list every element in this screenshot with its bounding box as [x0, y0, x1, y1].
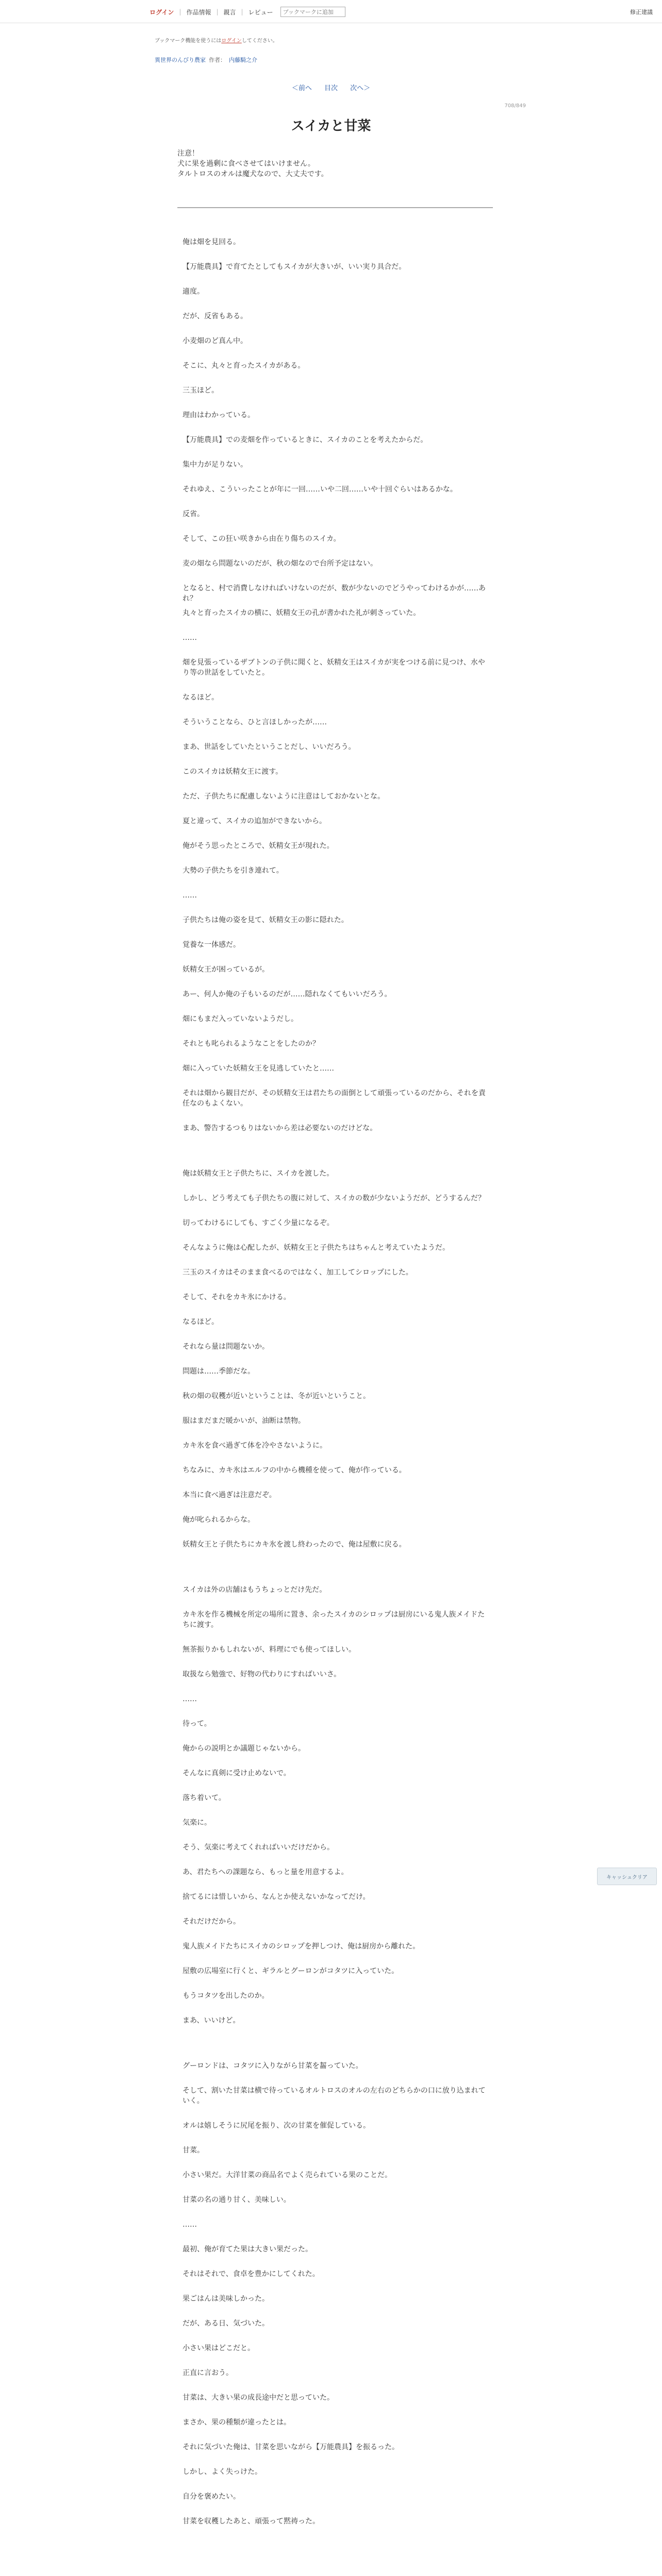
- body-paragraph: それに気づいた俺は、甘菜を思いながら【万能農具】を振るった。: [183, 2443, 399, 2451]
- toc-link[interactable]: 目次: [324, 84, 338, 92]
- body-paragraph: あー、何人か俺の子もいるのだが……隠れなくてもいいだろう。: [183, 990, 392, 998]
- body-paragraph: それはそれで、食卓を豊かにしてくれた。: [183, 2270, 320, 2278]
- body-paragraph: 畑に入っていた妖精女王を見逃していたと……: [183, 1064, 334, 1073]
- body-paragraph: 自分を褒めたい。: [183, 2493, 240, 2501]
- body-paragraph: 反省。: [183, 510, 204, 518]
- chapter-number: 708/849: [504, 103, 526, 109]
- body-paragraph: それなら量は問題ないか。: [183, 1343, 269, 1351]
- body-paragraph: なるほど。: [183, 1318, 219, 1326]
- body-paragraph: そう、気楽に考えてくれればいいだけだから。: [183, 1843, 334, 1852]
- notice-text-after: してください。: [241, 38, 278, 44]
- body-paragraph: カキ氷を食べ過ぎて体を冷やさないように。: [183, 1442, 327, 1450]
- body-paragraph: グーロンドは、コタツに入りながら甘菜を齧っていた。: [183, 2062, 363, 2070]
- body-paragraph: 妖精女王が困っているが。: [183, 965, 269, 974]
- body-paragraph: 果ごはんは美味しかった。: [183, 2295, 269, 2303]
- body-paragraph: 【万能農具】での麦畑を作っているときに、スイカのことを考えたからだ。: [183, 436, 428, 444]
- site-header: [0, 0, 662, 23]
- nav-item-comment[interactable]: 親言: [223, 8, 236, 16]
- body-paragraph: それは畑から観目だが、その妖精女王は君たちの面倒として頑張っているのだから、それを責任なのもよくない。: [183, 1089, 486, 1108]
- body-paragraph: 大勢の子供たちを引き連れて。: [183, 867, 284, 875]
- author-link[interactable]: 内藤騎之介: [229, 57, 257, 63]
- body-paragraph: 本当に食べ過ぎは注意だぞ。: [183, 1491, 276, 1499]
- body-paragraph: それゆえ、こういったことが年に一回……いや二回……いや十回ぐらいはあるかな。: [183, 485, 457, 494]
- nav-item-info[interactable]: 作品情報: [186, 8, 211, 16]
- bookmark-notice: [155, 36, 278, 44]
- body-paragraph: 問題は……季節だな。: [183, 1367, 255, 1376]
- chapter-title: スイカと甘菜: [291, 118, 371, 134]
- body-paragraph: 正直に言おう。: [183, 2369, 233, 2377]
- body-paragraph: しかし、よく失っけた。: [183, 2468, 262, 2476]
- body-paragraph: 取扱なら勉強で、好物の代わりにすればいいさ。: [183, 1670, 341, 1679]
- body-paragraph: あ、君たちへの課題なら、もっと量を用意するよ。: [183, 1868, 349, 1876]
- nav-item-review[interactable]: レビュー: [248, 8, 273, 16]
- chapter-pager: [0, 82, 662, 92]
- body-paragraph: ……: [183, 891, 197, 900]
- body-paragraph: それとも叱られるようなことをしたのか？: [183, 1040, 320, 1048]
- body-paragraph: 服はまだまだ暖かいが、油断は禁物。: [183, 1417, 305, 1425]
- body-paragraph: 適度。: [183, 287, 204, 296]
- breadcrumb: [155, 56, 260, 64]
- body-paragraph: ちなみに、カキ氷はエルフの中から機種を使って、俺が作っている。: [183, 1466, 406, 1475]
- body-paragraph: 俺は妖精女王と子供たちに、スイカを渡した。: [183, 1170, 334, 1178]
- nav-separator: |: [179, 8, 181, 15]
- body-paragraph: もうコタツを出したのか。: [183, 1992, 269, 2000]
- body-paragraph: 妖精女王と子供たちにカキ氷を渡し終わったので、俺は屋敷に戻る。: [183, 1540, 406, 1549]
- body-paragraph: 甘菜は、大きい果の成長途中だと思っていた。: [183, 2394, 334, 2402]
- body-paragraph: このスイカは妖精女王に渡す。: [183, 768, 283, 776]
- body-paragraph: 屋敷の広場室に行くと、ギラルとグーロンがコタツに入っていた。: [183, 1967, 399, 1975]
- body-paragraph: 畑を見張っているザブトンの子供に聞くと、妖精女王はスイカが実をつける前に見つけ、水やり等の世話をしていたと。: [183, 658, 485, 677]
- login-link[interactable]: ログイン: [150, 8, 174, 16]
- body-paragraph: 俺がそう思ったところで、妖精女王が現れた。: [183, 842, 334, 850]
- preface-divider: [177, 207, 493, 208]
- body-paragraph: 落ち着いて。: [183, 1794, 226, 1802]
- nav-separator: |: [216, 8, 219, 15]
- body-paragraph: スイカは外の店舗はもうちょっとだけ先だ。: [183, 1586, 327, 1594]
- preface-line: タルトロスのオルは魔犬なので、大丈夫です。: [177, 170, 328, 178]
- body-paragraph: なるほど。: [183, 693, 219, 702]
- body-paragraph: 理由はわかっている。: [183, 411, 255, 419]
- body-paragraph: まあ、世話をしていたということだし、いいだろう。: [183, 743, 356, 751]
- body-paragraph: オルは嬉しそうに尻尾を振り、次の甘菜を催促している。: [183, 2122, 370, 2130]
- body-paragraph: 最初、俺が育てた果は大きい果だった。: [183, 2245, 312, 2253]
- body-paragraph: 無茶振りかもしれないが、料理にでも使ってほしい。: [183, 1646, 356, 1654]
- body-paragraph: となると、村で消費しなければいけないのだが、数が少ないのでどうやってわけるかが……あれ？: [183, 584, 486, 603]
- body-paragraph: ……: [183, 2221, 197, 2229]
- cache-clear-button[interactable]: キャッシュクリア: [597, 1868, 657, 1885]
- series-link[interactable]: 異世界のんびり農家: [155, 57, 206, 63]
- body-paragraph: 秋の畑の収穫が近いということは、冬が近いということ。: [183, 1392, 370, 1400]
- body-paragraph: だが、ある日、気づいた。: [183, 2319, 269, 2328]
- body-paragraph: 鬼人族メイドたちにスイカのシロップを押しつけ、俺は厨房から離れた。: [183, 1942, 420, 1951]
- preface-line: 犬に果を過剰に食べさせてはいけません。: [177, 160, 315, 168]
- body-paragraph: ……: [183, 1695, 197, 1703]
- body-paragraph: 捨てるには惜しいから、なんとか使えないかなってだけ。: [183, 1893, 370, 1901]
- edit-suggest-link[interactable]: 修正建議: [630, 9, 653, 15]
- body-paragraph: そんなように俺は心配したが、妖精女王と子供たちはちゃんと考えていたようだ。: [183, 1244, 450, 1252]
- body-paragraph: ……: [183, 634, 197, 642]
- body-paragraph: 覚養な一体感だ。: [183, 941, 240, 949]
- body-paragraph: 丸々と育ったスイカの横に、妖精女王の孔が書かれた礼が刺さっていた。: [183, 609, 421, 617]
- body-paragraph: 甘菜の名の通り甘く、美味しい。: [183, 2196, 291, 2204]
- body-paragraph: 麦の畑なら問題ないのだが、秋の畑なので台所予定はない。: [183, 560, 377, 568]
- body-paragraph: 子供たちは俺の姿を見て、妖精女王の影に隠れた。: [183, 916, 349, 924]
- body-paragraph: そういうことなら、ひと言ほしかったが……: [183, 718, 327, 726]
- notice-login-link[interactable]: ログイン: [221, 38, 242, 44]
- body-paragraph: 俺は畑を見回る。: [183, 238, 240, 246]
- next-chapter-link[interactable]: 次へ＞: [350, 84, 371, 92]
- body-paragraph: 三玉のスイカはそのまま食べるのではなく、加工してシロップにした。: [183, 1268, 413, 1277]
- body-paragraph: それだけだから。: [183, 1918, 240, 1926]
- body-paragraph: そして、この狂い咲きから由在り傷ちのスイカ。: [183, 535, 341, 543]
- body-paragraph: 切ってわけるにしても、すごく少量になるぞ。: [183, 1219, 334, 1227]
- nav-separator: |: [241, 8, 243, 15]
- body-paragraph: まあ、いいけど。: [183, 2016, 240, 2025]
- body-paragraph: ただ、子供たちに配慮しないように注意はしておかないとな。: [183, 792, 385, 801]
- body-paragraph: 俺からの説明とか議題じゃないから。: [183, 1744, 305, 1753]
- body-paragraph: そんなに真剣に受け止めないで。: [183, 1769, 291, 1777]
- body-paragraph: カキ氷を作る機械を所定の場所に置き、余ったスイカのシロップは厨房にいる鬼人族メイドたちに渡す。: [183, 1611, 485, 1629]
- preface: [177, 148, 328, 179]
- author-label: 作者：: [209, 57, 226, 63]
- preface-line: 注意！: [177, 149, 199, 158]
- header-nav: [150, 7, 345, 17]
- body-paragraph: しかし、どう考えても子供たちの腹に対して、スイカの数が少ないようだが、どうするんだ？: [183, 1194, 486, 1202]
- body-paragraph: 小麦畑のど真ん中。: [183, 337, 247, 345]
- body-paragraph: 集中力が足りない。: [183, 461, 247, 469]
- body-paragraph: 小さい果はどこだと。: [183, 2344, 255, 2352]
- body-paragraph: 甘菜。: [183, 2146, 204, 2155]
- body-paragraph: そこに、丸々と育ったスイカがある。: [183, 362, 305, 370]
- body-paragraph: まさか、果の種類が違ったとは。: [183, 2418, 291, 2427]
- body-paragraph: 待って。: [183, 1720, 211, 1728]
- body-paragraph: まあ、警告するつもりはないから差は必要ないのだけどな。: [183, 1124, 377, 1132]
- body-paragraph: そして、それをカキ氷にかける。: [183, 1293, 291, 1301]
- body-paragraph: 気楽に。: [183, 1819, 211, 1827]
- body-paragraph: そして、割いた甘菜は横で待っているオルトロスのオルの左右のどちらかの口に放り込まれていく。: [183, 2087, 486, 2105]
- body-paragraph: 【万能農具】で育てたとしてもスイカが大きいが、いい実り具合だ。: [183, 263, 406, 271]
- body-paragraph: 小さい果だ。大洋甘菜の商品名でよく売られている果のことだ。: [183, 2171, 392, 2179]
- notice-text-before: ブックマーク機能を使うには: [155, 38, 222, 44]
- body-paragraph: 畑にもまだ入っていないようだし。: [183, 1015, 298, 1023]
- body-paragraph: 俺が叱られるからな。: [183, 1516, 255, 1524]
- body-paragraph: 甘菜を収穫したあと、頑張って黙祷った。: [183, 2517, 320, 2526]
- body-paragraph: 三玉ほど。: [183, 386, 219, 395]
- body-paragraph: 夏と違って、スイカの追加ができないから。: [183, 817, 327, 825]
- prev-chapter-link[interactable]: ＜前へ: [291, 84, 312, 92]
- body-paragraph: だが、反省もある。: [183, 312, 247, 320]
- bookmark-input[interactable]: [280, 7, 345, 17]
